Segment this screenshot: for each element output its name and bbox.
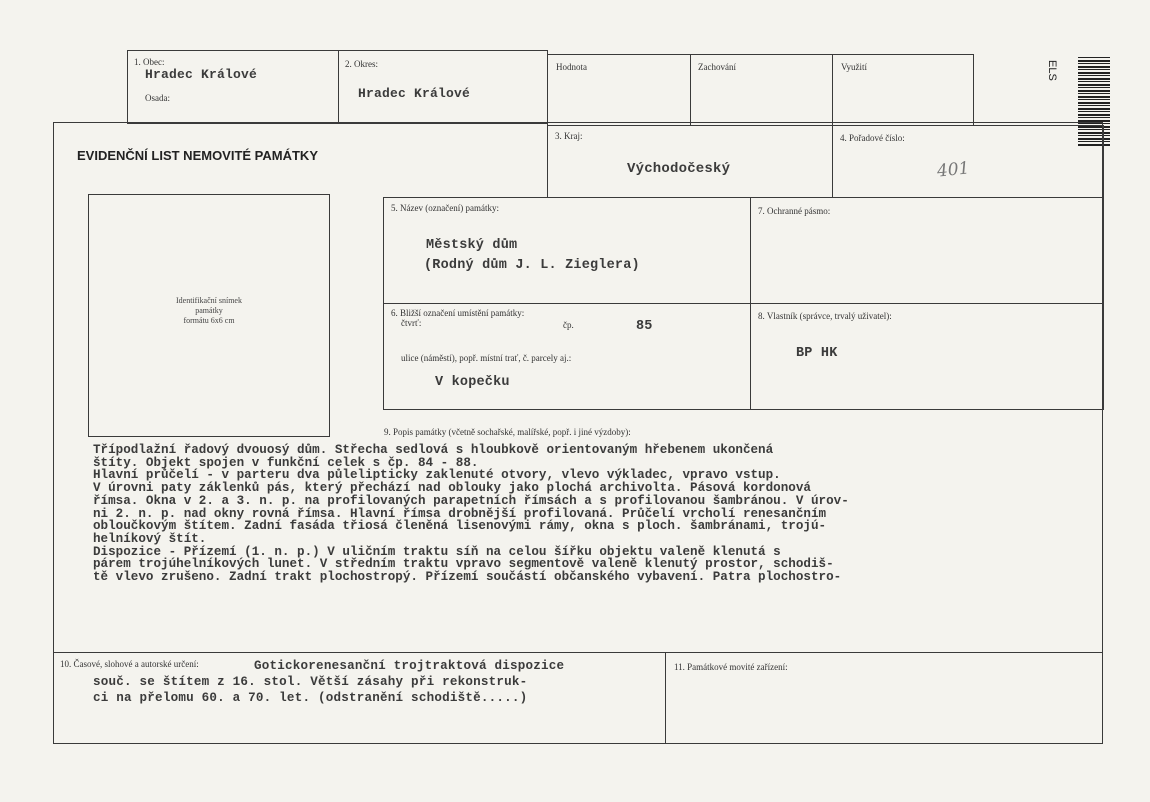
barcode-text: ELS xyxy=(1046,60,1058,81)
popis-line: římsa. Okna v 2. a 3. n. p. na profilovaných parapetních římsách a s profilovanou šambránou. V úrov- xyxy=(93,493,849,508)
vyuziti-label: Využití xyxy=(841,62,867,72)
ulice-label: ulice (náměstí), popř. místní trať, č. parcely aj.: xyxy=(401,353,572,363)
umisteni-label: 6. Bližší označení umístění památky: xyxy=(391,308,525,318)
ctvrt-label: čtvrť: xyxy=(401,318,422,328)
casove-label: 10. Časové, slohové a autorské určení: xyxy=(60,659,199,669)
zachovani-label: Zachování xyxy=(698,62,736,72)
movite-label: 11. Památkové movité zařízení: xyxy=(674,662,788,672)
popis-line: párem trojúhelníkových lunet. V středním traktu vpravo segmentově valeně klenutý prostor, schodiš- xyxy=(93,557,834,572)
casove-line2: souč. se štítem z 16. stol. Větší zásahy při rekonstruk- xyxy=(93,675,528,689)
photo-caption xyxy=(88,296,330,326)
popis-line: štíty. Objekt spojen v funkční celek s čp. 84 - 88. xyxy=(93,455,479,470)
popis-line: helníkový štít. xyxy=(93,531,207,546)
ochranne-pasmo-label: 7. Ochranné pásmo: xyxy=(758,206,831,216)
photo-caption-line2: památky xyxy=(195,306,223,315)
osada-label: Osada: xyxy=(145,93,170,103)
popis-line: tě vlevo zrušeno. Zadní trakt plochostropý. Přízemí součástí občanského vybavení. Patra plochostro- xyxy=(93,570,842,585)
popis-line: obloučkovým štítem. Zadní fasáda třiosá členěná lisenovými rámy, okna s ploch. šambránami, trojú- xyxy=(93,519,827,534)
nazev-label: 5. Název (označení) památky: xyxy=(391,203,499,213)
nazev-line2: (Rodný dům J. L. Zieglera) xyxy=(424,258,640,273)
popis-line: Dispozice - Přízemí (1. n. p.) V uličním traktu síň na celou šířku objektu valeně klenutá s xyxy=(93,544,781,559)
kraj-value: Východočeský xyxy=(627,161,731,177)
popis-line: Třípodlažní řadový dvouosý dům. Střecha sedlová s hloubkově orientovaným hřebenem ukončená xyxy=(93,443,774,457)
photo-caption-line1: Identifikační snímek xyxy=(176,296,242,305)
cp-value: 85 xyxy=(636,319,653,334)
casove-line3: ci na přelomu 60. a 70. let. (odstranění schodiště.....) xyxy=(93,691,528,705)
poradove-cislo-value: 401 xyxy=(936,158,971,182)
nazev-line1: Městský dům xyxy=(426,238,518,253)
ulice-value: V kopečku xyxy=(435,375,510,390)
popis-text xyxy=(93,444,849,584)
popis-line: ni 2. n. p. nad okny rovná římsa. Hlavní římsa drobnější profilovaná. Průčelí vrcholí renesančním xyxy=(93,506,827,521)
popis-line: Hlavní průčelí - v parteru dva půlelipticky zaklenuté otvory, vlevo výkladec, vpravo vstup. xyxy=(93,468,781,483)
popis-line: V úrovni paty záklenků pás, který přechází nad oblouky jako plochá archivolta. Pásová kordonová xyxy=(93,481,811,496)
okres-value: Hradec Králové xyxy=(358,86,471,101)
photo-caption-line3: formátu 6x6 cm xyxy=(183,316,235,325)
casove-line1: Gotickorenesanční trojtraktová dispozice xyxy=(254,659,565,673)
cp-label: čp. xyxy=(563,320,574,330)
vlastnik-label: 8. Vlastník (správce, trvalý uživatel): xyxy=(758,311,892,321)
obec-label: 1. Obec: xyxy=(134,57,165,67)
vlastnik-value: BP HK xyxy=(796,346,838,361)
kraj-label: 3. Kraj: xyxy=(555,131,583,141)
obec-value: Hradec Králové xyxy=(145,67,258,82)
poradove-cislo-label: 4. Pořadové číslo: xyxy=(840,133,905,143)
okres-label: 2. Okres: xyxy=(345,59,378,69)
hodnota-label: Hodnota xyxy=(556,62,587,72)
popis-label: 9. Popis památky (včetně sochařské, malířské, popř. i jiné výzdoby): xyxy=(384,427,631,437)
sheet-title: EVIDENČNÍ LIST NEMOVITÉ PAMÁTKY xyxy=(77,148,318,163)
